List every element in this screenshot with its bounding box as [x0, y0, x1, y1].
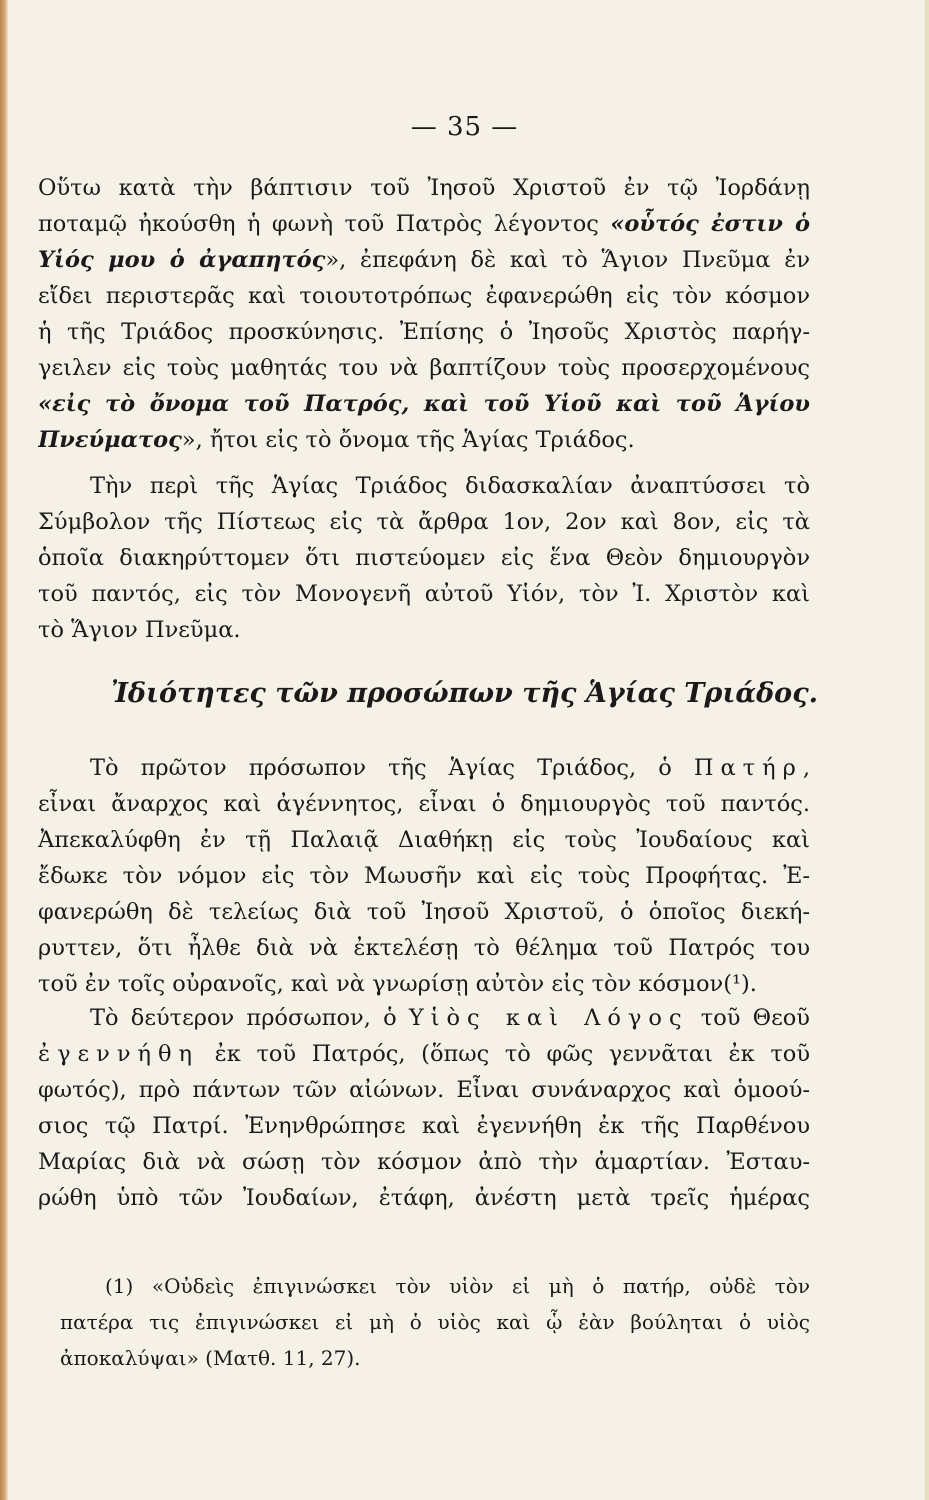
- text-line: Τὸ δεύτερον πρόσωπον, ὁ Υἱὸς καὶ Λόγος τοῦ Θεοῦ: [90, 1005, 810, 1031]
- paragraph-son: [38, 1000, 810, 1216]
- text-line: Σύμβολον τῆς Πίστεως εἰς τὰ ἄρθρα 1ον, 2ον καὶ 8ον, εἰς τὰ: [38, 509, 810, 535]
- footnote-line: ἀποκαλύψαι» (Ματθ. 11, 27).: [60, 1346, 361, 1370]
- text-line: ὁποῖα διακηρύττομεν ὅτι πιστεύομεν εἰς ἕνα Θεὸν δημιουργὸν: [38, 545, 810, 571]
- section-heading: Ἰδιότητες τῶν προσώπων τῆς Ἁγίας Τριάδος.: [110, 678, 819, 709]
- text-line: Τὴν περὶ τῆς Ἁγίας Τριάδος διδασκαλίαν ἀναπτύσσει τὸ: [90, 473, 810, 499]
- paragraph-baptism: [38, 170, 810, 458]
- text-line: «εἰς τὸ ὄνομα τοῦ Πατρός, καὶ τοῦ Υἱοῦ καὶ τοῦ Ἁγίου: [38, 391, 810, 417]
- text-line: σιος τῷ Πατρί. Ἐνηνθρώπησε καὶ ἐγεννήθη ἐκ τῆς Παρθένου: [38, 1113, 810, 1139]
- text-line: Ἀπεκαλύφθη ἐν τῇ Παλαιᾷ Διαθήκῃ εἰς τοὺς Ἰουδαίους καὶ: [38, 827, 810, 853]
- paragraph-father: [38, 750, 810, 1002]
- text-line: φωτός), πρὸ πάντων τῶν αἰώνων. Εἶναι συνάναρχος καὶ ὁμοού-: [38, 1077, 810, 1103]
- page-edge: [0, 0, 8, 1500]
- text-line: Υἱός μου ὁ ἀγαπητός», ἐπεφάνη δὲ καὶ τὸ Ἅγιον Πνεῦμα ἐν: [38, 247, 810, 273]
- text-line: γειλεν εἰς τοὺς μαθητάς του νὰ βαπτίζουν τοὺς προσερχομένους: [38, 355, 810, 381]
- text-line: Τὸ πρῶτον πρόσωπον τῆς Ἁγίας Τριάδος, ὁ Πατήρ,: [90, 755, 810, 781]
- footnote-line: (1) «Οὐδεὶς ἐπιγινώσκει τὸν υἱὸν εἰ μὴ ὁ πατήρ, οὐδὲ τὸν: [105, 1274, 810, 1298]
- text-line: φανερώθη δὲ τελείως διὰ τοῦ Ἰησοῦ Χριστοῦ, ὁ ὁποῖος διεκή-: [38, 899, 810, 925]
- page-number: — 35 —: [410, 112, 519, 142]
- text-line: τοῦ παντός, εἰς τὸν Μονογενῆ αὐτοῦ Υἱόν, τὸν Ἰ. Χριστὸν καὶ: [38, 581, 810, 607]
- footnote: [60, 1268, 810, 1376]
- text-line: εἶναι ἄναρχος καὶ ἀγέννητος, εἶναι ὁ δημιουργὸς τοῦ παντός.: [38, 791, 810, 817]
- text-line: τοῦ ἐν τοῖς οὐρανοῖς, καὶ νὰ γνωρίσῃ αὐτὸν εἰς τὸν κόσμον(¹).: [38, 971, 757, 997]
- text-line: Μαρίας διὰ νὰ σώσῃ τὸν κόσμον ἀπὸ τὴν ἁμαρτίαν. Ἐσταυ-: [38, 1149, 810, 1175]
- text-line: εἴδει περιστερᾶς καὶ τοιουτοτρόπως ἐφανερώθη εἰς τὸν κόσμον: [38, 283, 810, 309]
- text-line: Οὕτω κατὰ τὴν βάπτισιν τοῦ Ἰησοῦ Χριστοῦ ἐν τῷ Ἰορδάνῃ: [38, 175, 810, 201]
- text-line: ρώθη ὑπὸ τῶν Ἰουδαίων, ἐτάφη, ἀνέστη μετὰ τρεῖς ἡμέρας: [38, 1185, 810, 1211]
- text-line: τὸ Ἅγιον Πνεῦμα.: [38, 617, 241, 643]
- text-line: ἡ τῆς Τριάδος προσκύνησις. Ἐπίσης ὁ Ἰησοῦς Χριστὸς παρήγ-: [38, 319, 810, 345]
- text-line: ἔδωκε τὸν νόμον εἰς τὸν Μωυσῆν καὶ εἰς τοὺς Προφήτας. Ἐ-: [38, 863, 810, 889]
- text-line: ἐγεννήθη ἐκ τοῦ Πατρός, (ὅπως τὸ φῶς γεννᾶται ἐκ τοῦ: [38, 1041, 810, 1067]
- paragraph-creed: [38, 468, 810, 648]
- text-line: ρυττεν, ὅτι ἦλθε διὰ νὰ ἐκτελέσῃ τὸ θέλημα τοῦ Πατρός του: [38, 935, 810, 961]
- text-line: ποταμῷ ἠκούσθη ἡ φωνὴ τοῦ Πατρὸς λέγοντος «οὗτός ἐστιν ὁ: [38, 211, 810, 237]
- footnote-line: πατέρα τις ἐπιγινώσκει εἰ μὴ ὁ υἱὸς καὶ ᾧ ἐὰν βούληται ὁ υἱὸς: [60, 1310, 810, 1334]
- text-line: Πνεύματος», ἤτοι εἰς τὸ ὄνομα τῆς Ἁγίας Τριάδος.: [38, 427, 635, 453]
